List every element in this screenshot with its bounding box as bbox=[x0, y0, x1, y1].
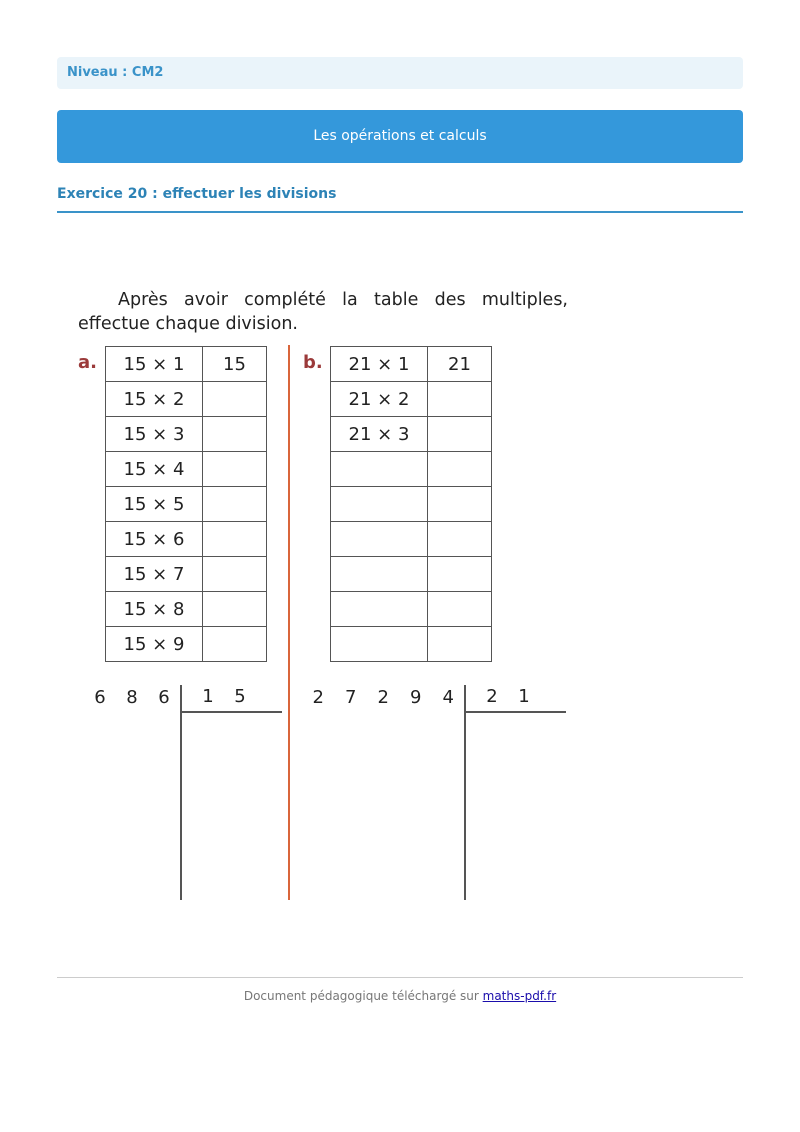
table-a-row bbox=[106, 452, 267, 487]
division-a-vertical-bar bbox=[180, 685, 182, 900]
table-b-row bbox=[331, 487, 492, 522]
table-b-row bbox=[331, 522, 492, 557]
dividend-b-digit: 2 bbox=[312, 687, 324, 708]
table-a-row bbox=[106, 487, 267, 522]
multiplication-table-a bbox=[105, 346, 267, 662]
part-a-label: a. bbox=[78, 352, 97, 373]
table-b-result-cell bbox=[428, 417, 492, 452]
table-a-row bbox=[106, 627, 267, 662]
table-b-expression-cell bbox=[331, 452, 428, 487]
table-a-result-cell bbox=[203, 592, 267, 627]
table-b-row bbox=[331, 592, 492, 627]
table-b-row bbox=[331, 557, 492, 592]
table-a-expression-cell: 15 × 8 bbox=[106, 592, 203, 627]
table-b-result-cell bbox=[428, 452, 492, 487]
table-b-expression-cell bbox=[331, 522, 428, 557]
table-a-result-cell bbox=[203, 627, 267, 662]
table-a-result-cell bbox=[203, 417, 267, 452]
topic-banner: Les opérations et calculs bbox=[57, 110, 743, 163]
table-b-result-cell bbox=[428, 592, 492, 627]
divisor-a bbox=[192, 686, 256, 707]
table-a-result-cell bbox=[203, 557, 267, 592]
table-a-expression-cell: 15 × 3 bbox=[106, 417, 203, 452]
table-b-result-cell bbox=[428, 382, 492, 417]
multiplication-table-b bbox=[330, 346, 492, 662]
table-a-result-cell bbox=[203, 487, 267, 522]
table-a-row bbox=[106, 347, 267, 382]
table-b-row bbox=[331, 347, 492, 382]
footer-link[interactable]: maths-pdf.fr bbox=[482, 989, 557, 1003]
table-b-result-cell bbox=[428, 522, 492, 557]
table-b-expression-cell: 21 × 1 bbox=[331, 347, 428, 382]
table-a-expression-cell: 15 × 2 bbox=[106, 382, 203, 417]
table-a-result-cell bbox=[203, 522, 267, 557]
footer bbox=[57, 989, 743, 1003]
dividend-b-digit: 7 bbox=[345, 687, 357, 708]
table-a-row bbox=[106, 382, 267, 417]
table-b-row bbox=[331, 627, 492, 662]
table-b-expression-cell bbox=[331, 557, 428, 592]
dividend-b bbox=[302, 687, 465, 708]
table-a-expression-cell: 15 × 1 bbox=[106, 347, 203, 382]
dividend-a-digit: 6 bbox=[158, 687, 170, 708]
table-a-result-cell bbox=[203, 382, 267, 417]
divisor-a-digit: 5 bbox=[234, 686, 246, 707]
table-b-result-cell: 21 bbox=[428, 347, 492, 382]
table-a-expression-cell: 15 × 7 bbox=[106, 557, 203, 592]
table-a-row bbox=[106, 557, 267, 592]
dividend-a-digit: 8 bbox=[126, 687, 138, 708]
footer-divider bbox=[57, 977, 743, 978]
footer-text: Document pédagogique téléchargé sur bbox=[243, 989, 483, 1003]
table-a-row bbox=[106, 522, 267, 557]
table-b-row bbox=[331, 382, 492, 417]
division-b-vertical-bar bbox=[464, 685, 466, 900]
table-a-row bbox=[106, 417, 267, 452]
table-a-row bbox=[106, 592, 267, 627]
dividend-b-digit: 9 bbox=[410, 687, 422, 708]
divisor-b-digit: 2 bbox=[486, 686, 498, 707]
divisor-a-digit: 1 bbox=[202, 686, 214, 707]
table-a-expression-cell: 15 × 4 bbox=[106, 452, 203, 487]
table-b-result-cell bbox=[428, 627, 492, 662]
division-b-horizontal-bar bbox=[464, 711, 566, 713]
table-b-expression-cell: 21 × 2 bbox=[331, 382, 428, 417]
table-a-expression-cell: 15 × 9 bbox=[106, 627, 203, 662]
table-b-expression-cell bbox=[331, 592, 428, 627]
exercise-title: Exercice 20 : effectuer les divisions bbox=[57, 186, 743, 213]
divisor-b bbox=[476, 686, 540, 707]
table-b-result-cell bbox=[428, 487, 492, 522]
table-a-expression-cell: 15 × 5 bbox=[106, 487, 203, 522]
dividend-a-digit: 6 bbox=[94, 687, 106, 708]
division-a-horizontal-bar bbox=[180, 711, 282, 713]
table-a-result-cell: 15 bbox=[203, 347, 267, 382]
table-b-expression-cell: 21 × 3 bbox=[331, 417, 428, 452]
table-a-expression-cell: 15 × 6 bbox=[106, 522, 203, 557]
instruction-text: Après avoir complété la table des multiples, effectue chaque division. bbox=[78, 290, 568, 334]
dividend-a bbox=[84, 687, 180, 708]
column-separator bbox=[288, 345, 290, 900]
table-b-row bbox=[331, 452, 492, 487]
divisor-b-digit: 1 bbox=[518, 686, 530, 707]
table-b-result-cell bbox=[428, 557, 492, 592]
table-b-row bbox=[331, 417, 492, 452]
table-a-result-cell bbox=[203, 452, 267, 487]
level-badge: Niveau : CM2 bbox=[57, 57, 743, 89]
table-b-expression-cell bbox=[331, 627, 428, 662]
dividend-b-digit: 2 bbox=[377, 687, 389, 708]
part-b-label: b. bbox=[303, 352, 323, 373]
table-b-expression-cell bbox=[331, 487, 428, 522]
dividend-b-digit: 4 bbox=[442, 687, 454, 708]
